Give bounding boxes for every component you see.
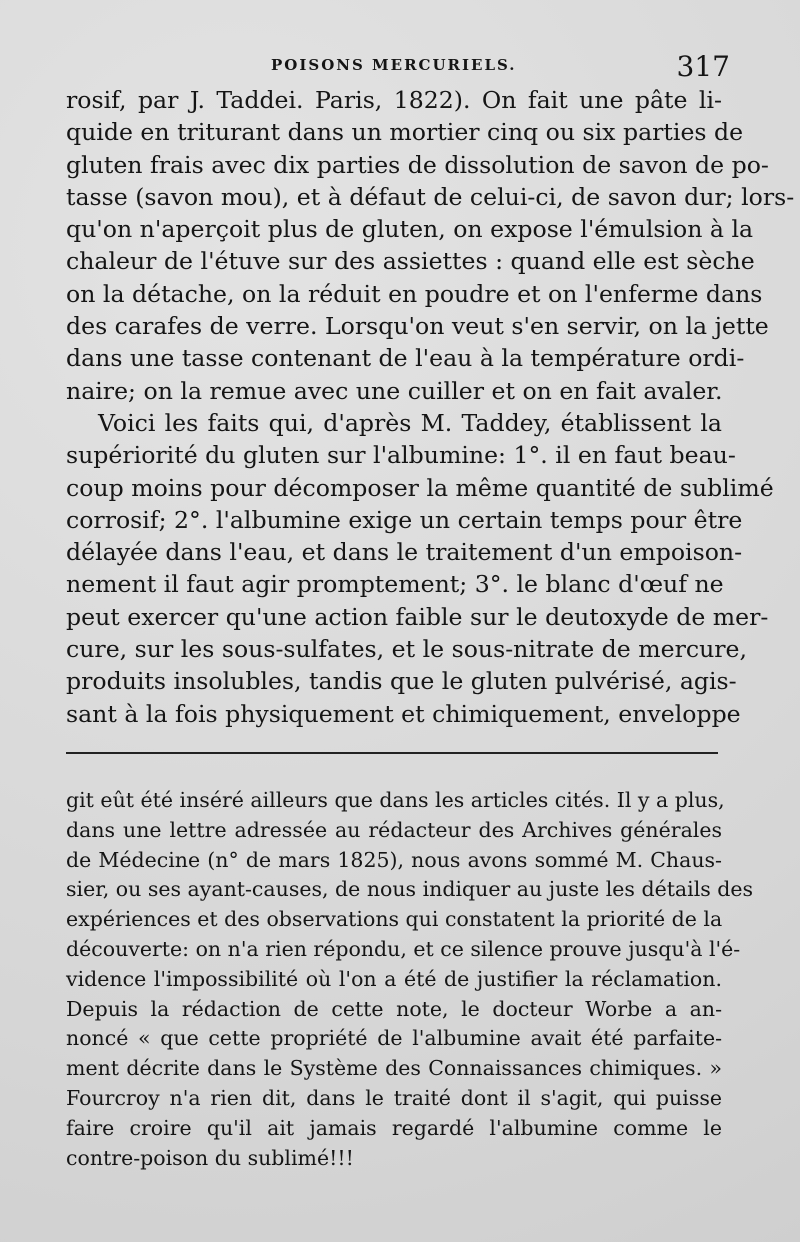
text-line: rosif, par J. Taddei. Paris, 1822). On fait une pâte li- [66,86,722,114]
text-line: qu'on n'aperçoit plus de gluten, on expose l'émulsion à la [66,215,754,244]
text-line: dans une tasse contenant de l'eau à la température ordi- [66,344,745,373]
text-line: on la détache, on la réduit en poudre et on l'enferme dans [66,279,763,308]
text-line: corrosif; 2°. l'albumine exige un certain temps pour être [66,505,743,534]
text-line: tasse (savon mou), et à défaut de celui-ci, de savon dur; lors- [66,182,795,211]
running-title: POISONS MERCURIELS. [271,56,517,74]
text-line: quide en triturant dans un mortier cinq ou six parties de [66,118,744,147]
footnote-line: Depuis la rédaction de cette note, le docteur Worbe a an- [66,996,722,1021]
footnote-line: noncé « que cette propriété de l'albumine avait été parfaite- [66,1026,722,1051]
text-line: chaleur de l'étuve sur des assiettes : quand elle est sèche [66,247,755,276]
main-text [66,84,795,730]
footnote-line: vidence l'impossibilité où l'on a été de justifier la réclamation. [66,966,722,991]
footnote-line: découverte: on n'a rien répondu, et ce silence prouve jusqu'à l'é- [66,936,741,961]
text-line: supériorité du gluten sur l'albumine: 1°. il en faut beau- [66,441,736,470]
page-number: 317 [676,50,730,83]
text-line: sant à la fois physiquement et chimiquement, enveloppe [66,699,741,728]
text-line: gluten frais avec dix parties de dissolution de savon de po- [66,150,769,179]
text-line: peut exercer qu'une action faible sur le deutoxyde de mer- [66,602,769,631]
footnote-line: de Médecine (n° de mars 1825), nous avons sommé M. Chaus- [66,847,722,872]
footnote-line: sier, ou ses ayant-causes, de nous indiquer au juste les détails des [66,877,754,902]
text-line: Voici les faits qui, d'après M. Taddey, établissent la [98,408,722,437]
text-line: nement il faut agir promptement; 3°. le blanc d'œuf ne [66,570,724,599]
text-line: naire; on la remue avec une cuiller et on en fait avaler. [66,376,723,405]
footnote-line: contre-poison du sublimé!!! [66,1145,354,1170]
footnote-line: dans une lettre adressée au rédacteur des Archives générales [66,817,722,842]
footnote-line: expériences et des observations qui constatent la priorité de la [66,907,723,932]
footnote-divider [66,752,718,754]
text-line: délayée dans l'eau, et dans le traitement d'un empoison- [66,538,743,567]
footnote-line: git eût été inséré ailleurs que dans les articles cités. Il y a plus, [66,788,725,812]
footnote-line: Fourcroy n'a rien dit, dans le traité dont il s'agit, qui puisse [66,1085,722,1110]
footnote-line: ment décrite dans le Système des Connaissances chimiques. » [66,1056,722,1081]
footnote-line: faire croire qu'il ait jamais regardé l'albumine comme le [66,1115,722,1140]
footnote [66,786,754,1173]
text-line: des carafes de verre. Lorsqu'on veut s'en servir, on la jette [66,312,769,341]
text-line: coup moins pour décomposer la même quantité de sublimé [66,473,774,502]
text-line: produits insolubles, tandis que le gluten pulvérisé, agis- [66,667,737,696]
text-line: cure, sur les sous-sulfates, et le sous-nitrate de mercure, [66,635,748,664]
